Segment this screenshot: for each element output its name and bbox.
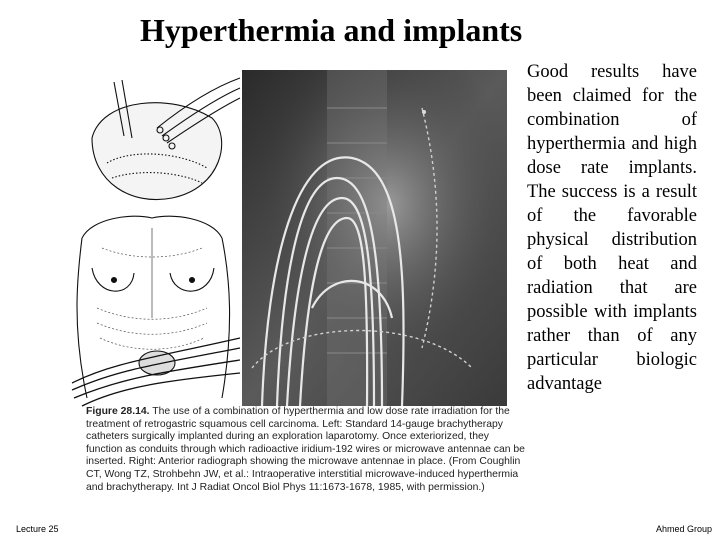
figure-illustration	[62, 68, 510, 408]
caption-label: Figure 28.14.	[86, 406, 150, 417]
slide-title: Hyperthermia and implants	[140, 12, 523, 48]
figure	[62, 68, 525, 508]
torso-drawing	[62, 208, 242, 408]
radiograph-image	[242, 70, 507, 406]
catheter-drawing	[62, 78, 242, 206]
footer-author: Ahmed Group	[655, 524, 712, 534]
caption-text: The use of a combination of hyperthermia and low dose rate irradiation for the treatment of retrogastric squamous cell carcinoma. Left: Standard 14-gauge brachytherapy catheters surgically implanted during an exploration laparotomy. Once exteriorized, they function as conduits through which radioactive iridium-192 wires or microwave antennae can be inserted. Right: Anterior radiograph showing the microwave antennae in place. (From Coughlin CT, Wong TZ, Strohbehn JW, et al.: Intraoperative interstitial microwave-induced hyperthermia and brachytherapy. Int J Radiat Oncol Biol Phys 11:1673-1678, 1985, with permission.)	[86, 406, 525, 493]
figure-caption	[86, 406, 526, 494]
body-text: Good results have been claimed for the combination of hyperthermia and high dose rate implants. The success is a result of the favorable physical distribution of both heat and radiation that are possible with implants rather than of any particular biologic advantage	[527, 62, 697, 394]
footer-lecture: Lecture 25	[16, 524, 59, 534]
